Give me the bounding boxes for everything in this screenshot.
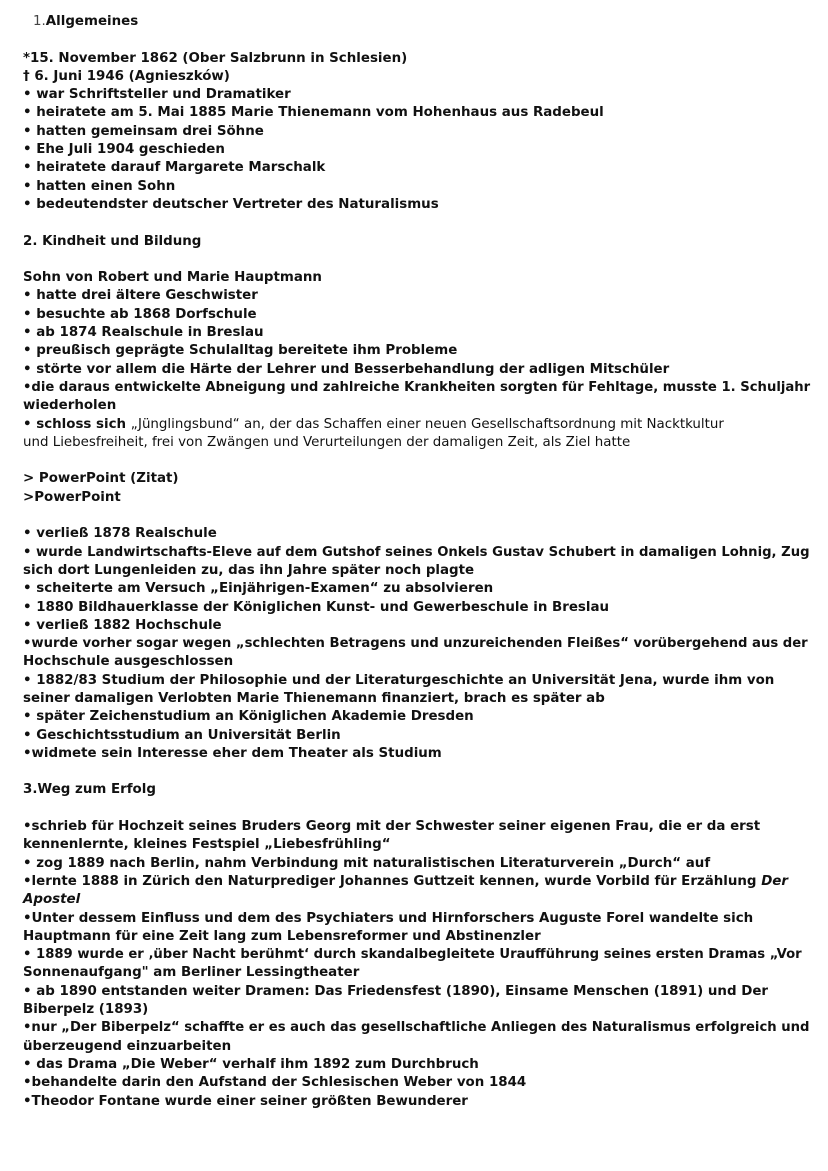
section-title: Allgemeines [45, 14, 139, 29]
list-item-prefix: • schloss sich [23, 416, 131, 432]
list-item: • preußisch geprägte Schulalltag bereitete ihm Probleme [23, 343, 458, 359]
list-item: • bedeutendster deutscher Vertreter des Naturalismus [23, 196, 439, 212]
list-item: • 1882/83 Studium der Philosophie und der Literaturgeschichte an Universität Jena, wurde ihm von [23, 672, 775, 688]
section-heading-allgemeines [23, 13, 813, 31]
list-item: •schrieb für Hochzeit seines Bruders Georg mit der Schwester seiner eigenen Frau, die er da erst [23, 819, 761, 835]
book-title-apostel: Apostel [23, 892, 81, 908]
list-item: •nur „Der Biberpelz“ schaffte er es auch das gesellschaftliche Anliegen des Naturalismus erfolgreich und [23, 1020, 810, 1036]
list-item-continued: Biberpelz (1893) [23, 1002, 149, 1018]
list-item: • Geschichtsstudium an Universität Berlin [23, 727, 341, 743]
list-item-continued: Sonnenaufgang" am Berliner Lessingtheater [23, 965, 360, 981]
list-item: • heiratete am 5. Mai 1885 Marie Thienemann vom Hohenhaus aus Radebeul [23, 105, 604, 121]
section-heading-weg-zum-erfolg: 3.Weg zum Erfolg [23, 782, 156, 798]
list-item: • 1880 Bildhauerklasse der Königlichen Kunst- und Gewerbeschule in Breslau [23, 599, 610, 615]
list-item: • hatten gemeinsam drei Söhne [23, 123, 264, 139]
list-item-text: •lernte 1888 in Zürich den Naturprediger Johannes Guttzeit kennen, wurde Vorbild für Erzählung [23, 873, 762, 889]
list-item: Sohn von Robert und Marie Hauptmann [23, 270, 322, 286]
list-item: • heiratete darauf Margarete Marschalk [23, 160, 326, 176]
list-item: • besuchte ab 1868 Dorfschule [23, 306, 257, 322]
list-item: •behandelte darin den Aufstand der Schlesischen Weber von 1844 [23, 1075, 527, 1091]
birth-line: *15. November 1862 (Ober Salzbrunn in Schlesien) [23, 50, 408, 66]
document-page [23, 13, 813, 1111]
list-item-continued: Hochschule ausgeschlossen [23, 654, 234, 670]
list-item-continued: seiner damaligen Verlobten Marie Thienemann finanziert, brach es später ab [23, 690, 605, 706]
list-item: • war Schriftsteller und Dramatiker [23, 87, 291, 103]
list-item-continued: wiederholen [23, 398, 117, 414]
list-item-continued: und Liebesfreiheit, frei von Zwängen und Verurteilungen der damaligen Zeit, als Ziel hatte [23, 434, 631, 450]
list-item: • das Drama „Die Weber“ verhalf ihm 1892 zum Durchbruch [23, 1056, 479, 1072]
list-item: • hatte drei ältere Geschwister [23, 288, 258, 304]
list-item-continued: sich dort Lungenleiden zu, das ihn Jahre später noch plagte [23, 562, 475, 578]
list-item: • zog 1889 nach Berlin, nahm Verbindung mit naturalistischen Literaturverein „Durch“ auf [23, 855, 711, 871]
list-item-text: „Jünglingsbund“ an, der das Schaffen einer neuen Gesellschaftsordnung mit Nacktkultur [130, 416, 724, 432]
list-item: • 1889 wurde er ‚über Nacht berühmt‘ durch skandalbegleitete Uraufführung seines ersten Dramas „Vor [23, 947, 802, 963]
powerpoint-reference: > PowerPoint (Zitat) [23, 471, 179, 487]
section-heading-kindheit: 2. Kindheit und Bildung [23, 233, 202, 249]
list-item: •Theodor Fontane wurde einer seiner größten Bewunderer [23, 1093, 468, 1109]
death-line: † 6. Juni 1946 (Agnieszków) [23, 68, 230, 84]
list-item: • ab 1874 Realschule in Breslau [23, 325, 264, 341]
list-item-continued: überzeugend einzuarbeiten [23, 1038, 232, 1054]
list-item: • verließ 1878 Realschule [23, 526, 217, 542]
list-item-continued: Hauptmann für eine Zeit lang zum Lebensreformer und Abstinenzler [23, 928, 541, 944]
list-item-continued: kennenlernte, kleines Festspiel „Liebesfrühling“ [23, 837, 391, 853]
list-item: • wurde Landwirtschafts-Eleve auf dem Gutshof seines Onkels Gustav Schubert in damaligen Lohnig, Zug [23, 544, 810, 560]
list-item: •Unter dessem Einfluss und dem des Psychiaters und Hirnforschers Auguste Forel wandelte sich [23, 910, 754, 926]
list-item: •wurde vorher sogar wegen „schlechten Betragens und unzureichenden Fleißes“ vorübergehend aus der [23, 636, 808, 652]
list-item: • später Zeichenstudium an Königlichen Akademie Dresden [23, 709, 474, 725]
book-title-der: Der [761, 873, 788, 889]
list-item [23, 416, 813, 434]
section-number: 1. [33, 14, 46, 29]
list-item: • störte vor allem die Härte der Lehrer und Besserbehandlung der adligen Mitschüler [23, 361, 670, 377]
list-item: • verließ 1882 Hochschule [23, 617, 222, 633]
list-item: •die daraus entwickelte Abneigung und zahlreiche Krankheiten sorgten für Fehltage, musste 1. Schuljahr [23, 379, 811, 395]
powerpoint-reference: >PowerPoint [23, 489, 121, 505]
list-item: •widmete sein Interesse eher dem Theater als Studium [23, 745, 442, 761]
list-item [23, 873, 813, 891]
list-item: • hatten einen Sohn [23, 178, 176, 194]
list-item: • Ehe Juli 1904 geschieden [23, 142, 225, 158]
list-item: • ab 1890 entstanden weiter Dramen: Das Friedensfest (1890), Einsame Menschen (1891) und Der [23, 983, 769, 999]
list-item: • scheiterte am Versuch „Einjährigen-Examen“ zu absolvieren [23, 581, 494, 597]
